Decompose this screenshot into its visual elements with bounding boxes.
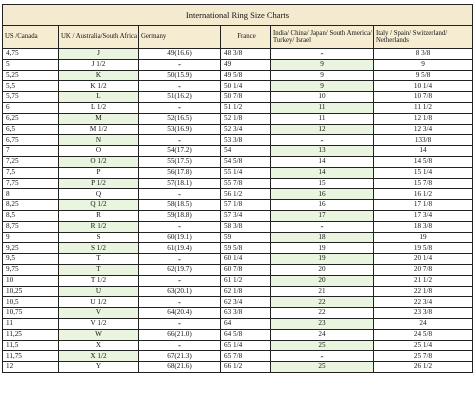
cell-us-canada: 5,75	[3, 92, 59, 103]
cell-uk: T	[59, 264, 139, 275]
cell-italy-spain: 26 1/2	[374, 362, 473, 373]
cell-france: 66 1/2	[221, 362, 271, 373]
cell-france: 64 5/8	[221, 329, 271, 340]
cell-germany: -	[139, 189, 221, 200]
cell-uk: J	[59, 49, 139, 60]
cell-india-china-japan: 9	[271, 70, 374, 81]
cell-france: 50 7/8	[221, 92, 271, 103]
cell-germany: -	[139, 254, 221, 265]
table-row	[3, 318, 473, 329]
cell-india-china-japan: 19	[271, 254, 374, 265]
ring-size-table	[2, 4, 473, 373]
cell-france: 60 1/4	[221, 254, 271, 265]
table-row	[3, 286, 473, 297]
cell-italy-spain: 19 5/8	[374, 243, 473, 254]
ring-size-chart	[2, 4, 472, 400]
cell-germany: 59(18.8)	[139, 210, 221, 221]
title-row	[3, 5, 473, 26]
table-row	[3, 351, 473, 362]
cell-france: 59	[221, 232, 271, 243]
cell-us-canada: 11,75	[3, 351, 59, 362]
cell-italy-spain: 12 3/4	[374, 124, 473, 135]
cell-uk: U 1/2	[59, 297, 139, 308]
cell-italy-spain: 8 3/8	[374, 49, 473, 60]
table-row	[3, 113, 473, 124]
cell-uk: M 1/2	[59, 124, 139, 135]
cell-india-china-japan: 11	[271, 102, 374, 113]
cell-germany: 66(21.0)	[139, 329, 221, 340]
table-row	[3, 189, 473, 200]
cell-india-china-japan: 10	[271, 92, 374, 103]
cell-uk: X	[59, 340, 139, 351]
table-row	[3, 70, 473, 81]
cell-france: 54 5/8	[221, 156, 271, 167]
cell-us-canada: 9,75	[3, 264, 59, 275]
table-row	[3, 167, 473, 178]
table-row	[3, 156, 473, 167]
table-row	[3, 49, 473, 60]
cell-uk: Q 1/2	[59, 200, 139, 211]
cell-us-canada: 9,25	[3, 243, 59, 254]
cell-india-china-japan: 21	[271, 286, 374, 297]
cell-india-china-japan: -	[271, 221, 374, 232]
cell-uk: S	[59, 232, 139, 243]
table-row	[3, 232, 473, 243]
cell-us-canada: 8	[3, 189, 59, 200]
cell-france: 61 1/2	[221, 275, 271, 286]
cell-italy-spain: 24	[374, 318, 473, 329]
cell-germany: -	[139, 318, 221, 329]
cell-italy-spain: 133/8	[374, 135, 473, 146]
header-italy-spain: Italy / Spain/ Switzerland/ Netherlands	[374, 26, 473, 49]
header-row	[3, 26, 473, 49]
cell-uk: P 1/2	[59, 178, 139, 189]
cell-germany: -	[139, 275, 221, 286]
cell-germany: -	[139, 221, 221, 232]
cell-us-canada: 10	[3, 275, 59, 286]
cell-germany: -	[139, 102, 221, 113]
cell-uk: V 1/2	[59, 318, 139, 329]
table-row	[3, 340, 473, 351]
cell-us-canada: 7,25	[3, 156, 59, 167]
cell-france: 55 7/8	[221, 178, 271, 189]
cell-india-china-japan: 17	[271, 210, 374, 221]
cell-us-canada: 7	[3, 146, 59, 157]
cell-india-china-japan: -	[271, 351, 374, 362]
cell-india-china-japan: 20	[271, 275, 374, 286]
cell-france: 51 1/2	[221, 102, 271, 113]
cell-india-china-japan: 20	[271, 264, 374, 275]
table-row	[3, 243, 473, 254]
cell-italy-spain: 11 1/2	[374, 102, 473, 113]
cell-us-canada: 5,25	[3, 70, 59, 81]
table-row	[3, 102, 473, 113]
cell-germany: 51(16.2)	[139, 92, 221, 103]
table-row	[3, 92, 473, 103]
cell-italy-spain: 10 1/4	[374, 81, 473, 92]
cell-france: 58 3/8	[221, 221, 271, 232]
cell-italy-spain: 24 5/8	[374, 329, 473, 340]
cell-india-china-japan: 18	[271, 232, 374, 243]
cell-france: 53 3/8	[221, 135, 271, 146]
cell-germany: 58(18.5)	[139, 200, 221, 211]
cell-us-canada: 6	[3, 102, 59, 113]
cell-italy-spain: 23 3/8	[374, 308, 473, 319]
cell-india-china-japan: 12	[271, 124, 374, 135]
cell-france: 63 3/8	[221, 308, 271, 319]
cell-india-china-japan: 13	[271, 146, 374, 157]
cell-italy-spain: 22 3/4	[374, 297, 473, 308]
cell-italy-spain: 25 7/8	[374, 351, 473, 362]
cell-germany: -	[139, 297, 221, 308]
cell-uk: N	[59, 135, 139, 146]
cell-italy-spain: 16 1/2	[374, 189, 473, 200]
cell-uk: R 1/2	[59, 221, 139, 232]
cell-italy-spain: 9 5/8	[374, 70, 473, 81]
cell-uk: O 1/2	[59, 156, 139, 167]
cell-italy-spain: 21 1/2	[374, 275, 473, 286]
table-row	[3, 362, 473, 373]
cell-india-china-japan: 23	[271, 318, 374, 329]
cell-india-china-japan: 19	[271, 243, 374, 254]
table-title: International Ring Size Charts	[3, 5, 473, 26]
cell-us-canada: 4,75	[3, 49, 59, 60]
cell-germany: 60(19.1)	[139, 232, 221, 243]
cell-france: 49 5/8	[221, 70, 271, 81]
cell-germany: 57(18.1)	[139, 178, 221, 189]
cell-italy-spain: 17 1/8	[374, 200, 473, 211]
cell-italy-spain: 15 1/4	[374, 167, 473, 178]
cell-india-china-japan: 22	[271, 308, 374, 319]
cell-italy-spain: 20 7/8	[374, 264, 473, 275]
cell-italy-spain: 17 3/4	[374, 210, 473, 221]
cell-uk: U	[59, 286, 139, 297]
cell-uk: O	[59, 146, 139, 157]
cell-us-canada: 11,5	[3, 340, 59, 351]
table-row	[3, 329, 473, 340]
header-india-china-japan: India/ China/ Japan/ South America/ Turkey/ Israel	[271, 26, 374, 49]
cell-italy-spain: 15 7/8	[374, 178, 473, 189]
cell-india-china-japan: 9	[271, 59, 374, 70]
cell-uk: P	[59, 167, 139, 178]
header-germany: Germany	[139, 26, 221, 49]
table-row	[3, 81, 473, 92]
cell-france: 55 1/4	[221, 167, 271, 178]
cell-germany: 52(16.5)	[139, 113, 221, 124]
cell-germany: 61(19.4)	[139, 243, 221, 254]
cell-italy-spain: 14	[374, 146, 473, 157]
cell-france: 56 1/2	[221, 189, 271, 200]
cell-india-china-japan: 24	[271, 329, 374, 340]
cell-us-canada: 8,75	[3, 221, 59, 232]
cell-uk: W	[59, 329, 139, 340]
cell-uk: K	[59, 70, 139, 81]
cell-us-canada: 5,5	[3, 81, 59, 92]
header-us-canada: US /Canada	[3, 26, 59, 49]
table-row	[3, 275, 473, 286]
cell-france: 62 1/8	[221, 286, 271, 297]
cell-italy-spain: 18 3/8	[374, 221, 473, 232]
cell-india-china-japan: 15	[271, 178, 374, 189]
cell-france: 65 1/4	[221, 340, 271, 351]
cell-uk: T 1/2	[59, 275, 139, 286]
table-body	[3, 49, 473, 373]
cell-italy-spain: 22 1/8	[374, 286, 473, 297]
table-row	[3, 221, 473, 232]
cell-germany: 64(20.4)	[139, 308, 221, 319]
cell-us-canada: 10,25	[3, 286, 59, 297]
cell-india-china-japan: 16	[271, 189, 374, 200]
cell-uk: X 1/2	[59, 351, 139, 362]
header-uk-australia: UK / Australia/South Africa	[59, 26, 139, 49]
cell-germany: 54(17.2)	[139, 146, 221, 157]
cell-uk: R	[59, 210, 139, 221]
cell-france: 52 3/4	[221, 124, 271, 135]
cell-us-canada: 6,5	[3, 124, 59, 135]
cell-france: 62 3/4	[221, 297, 271, 308]
table-row	[3, 254, 473, 265]
cell-india-china-japan: 25	[271, 362, 374, 373]
table-row	[3, 308, 473, 319]
cell-france: 57 1/8	[221, 200, 271, 211]
table-row	[3, 135, 473, 146]
cell-uk: Y	[59, 362, 139, 373]
cell-uk: L 1/2	[59, 102, 139, 113]
cell-germany: 55(17.5)	[139, 156, 221, 167]
cell-france: 54	[221, 146, 271, 157]
cell-us-canada: 11	[3, 318, 59, 329]
header-france: France	[221, 26, 271, 49]
cell-uk: J 1/2	[59, 59, 139, 70]
cell-us-canada: 9,5	[3, 254, 59, 265]
cell-france: 48 3/8	[221, 49, 271, 60]
cell-us-canada: 9	[3, 232, 59, 243]
cell-india-china-japan: 14	[271, 156, 374, 167]
cell-uk: Q	[59, 189, 139, 200]
table-row	[3, 59, 473, 70]
cell-germany: 53(16.9)	[139, 124, 221, 135]
cell-india-china-japan: -	[271, 135, 374, 146]
cell-india-china-japan: 9	[271, 81, 374, 92]
cell-us-canada: 7,75	[3, 178, 59, 189]
cell-germany: 49(16.6)	[139, 49, 221, 60]
cell-germany: -	[139, 135, 221, 146]
cell-uk: S 1/2	[59, 243, 139, 254]
table-row	[3, 200, 473, 211]
cell-us-canada: 10,75	[3, 308, 59, 319]
cell-france: 59 5/8	[221, 243, 271, 254]
cell-us-canada: 6,25	[3, 113, 59, 124]
table-row	[3, 264, 473, 275]
cell-france: 60 7/8	[221, 264, 271, 275]
cell-us-canada: 8,5	[3, 210, 59, 221]
cell-us-canada: 6,75	[3, 135, 59, 146]
cell-france: 65 7/8	[221, 351, 271, 362]
cell-us-canada: 5	[3, 59, 59, 70]
cell-germany: 67(21.3)	[139, 351, 221, 362]
cell-germany: 56(17.8)	[139, 167, 221, 178]
cell-india-china-japan: 14	[271, 167, 374, 178]
table-row	[3, 146, 473, 157]
cell-italy-spain: 20 1/4	[374, 254, 473, 265]
cell-india-china-japan: 25	[271, 340, 374, 351]
cell-india-china-japan: 16	[271, 200, 374, 211]
cell-india-china-japan: -	[271, 49, 374, 60]
cell-germany: 62(19.7)	[139, 264, 221, 275]
cell-us-canada: 11,25	[3, 329, 59, 340]
cell-italy-spain: 25 1/4	[374, 340, 473, 351]
table-row	[3, 297, 473, 308]
cell-germany: 63(20.1)	[139, 286, 221, 297]
cell-italy-spain: 12 1/8	[374, 113, 473, 124]
table-row	[3, 124, 473, 135]
cell-uk: K 1/2	[59, 81, 139, 92]
cell-uk: V	[59, 308, 139, 319]
cell-uk: L	[59, 92, 139, 103]
cell-germany: -	[139, 81, 221, 92]
cell-uk: T	[59, 254, 139, 265]
cell-italy-spain: 19	[374, 232, 473, 243]
cell-us-canada: 8,25	[3, 200, 59, 211]
cell-italy-spain: 10 7/8	[374, 92, 473, 103]
cell-germany: -	[139, 59, 221, 70]
cell-uk: M	[59, 113, 139, 124]
cell-germany: 68(21.6)	[139, 362, 221, 373]
cell-india-china-japan: 11	[271, 113, 374, 124]
table-row	[3, 210, 473, 221]
cell-italy-spain: 9	[374, 59, 473, 70]
table-row	[3, 178, 473, 189]
cell-france: 52 1/8	[221, 113, 271, 124]
cell-germany: 50(15.9)	[139, 70, 221, 81]
cell-france: 49	[221, 59, 271, 70]
cell-us-canada: 7,5	[3, 167, 59, 178]
cell-italy-spain: 14 5/8	[374, 156, 473, 167]
cell-france: 50 1/4	[221, 81, 271, 92]
cell-germany: -	[139, 340, 221, 351]
cell-france: 57 3/4	[221, 210, 271, 221]
cell-us-canada: 12	[3, 362, 59, 373]
cell-us-canada: 10,5	[3, 297, 59, 308]
cell-france: 64	[221, 318, 271, 329]
cell-india-china-japan: 22	[271, 297, 374, 308]
